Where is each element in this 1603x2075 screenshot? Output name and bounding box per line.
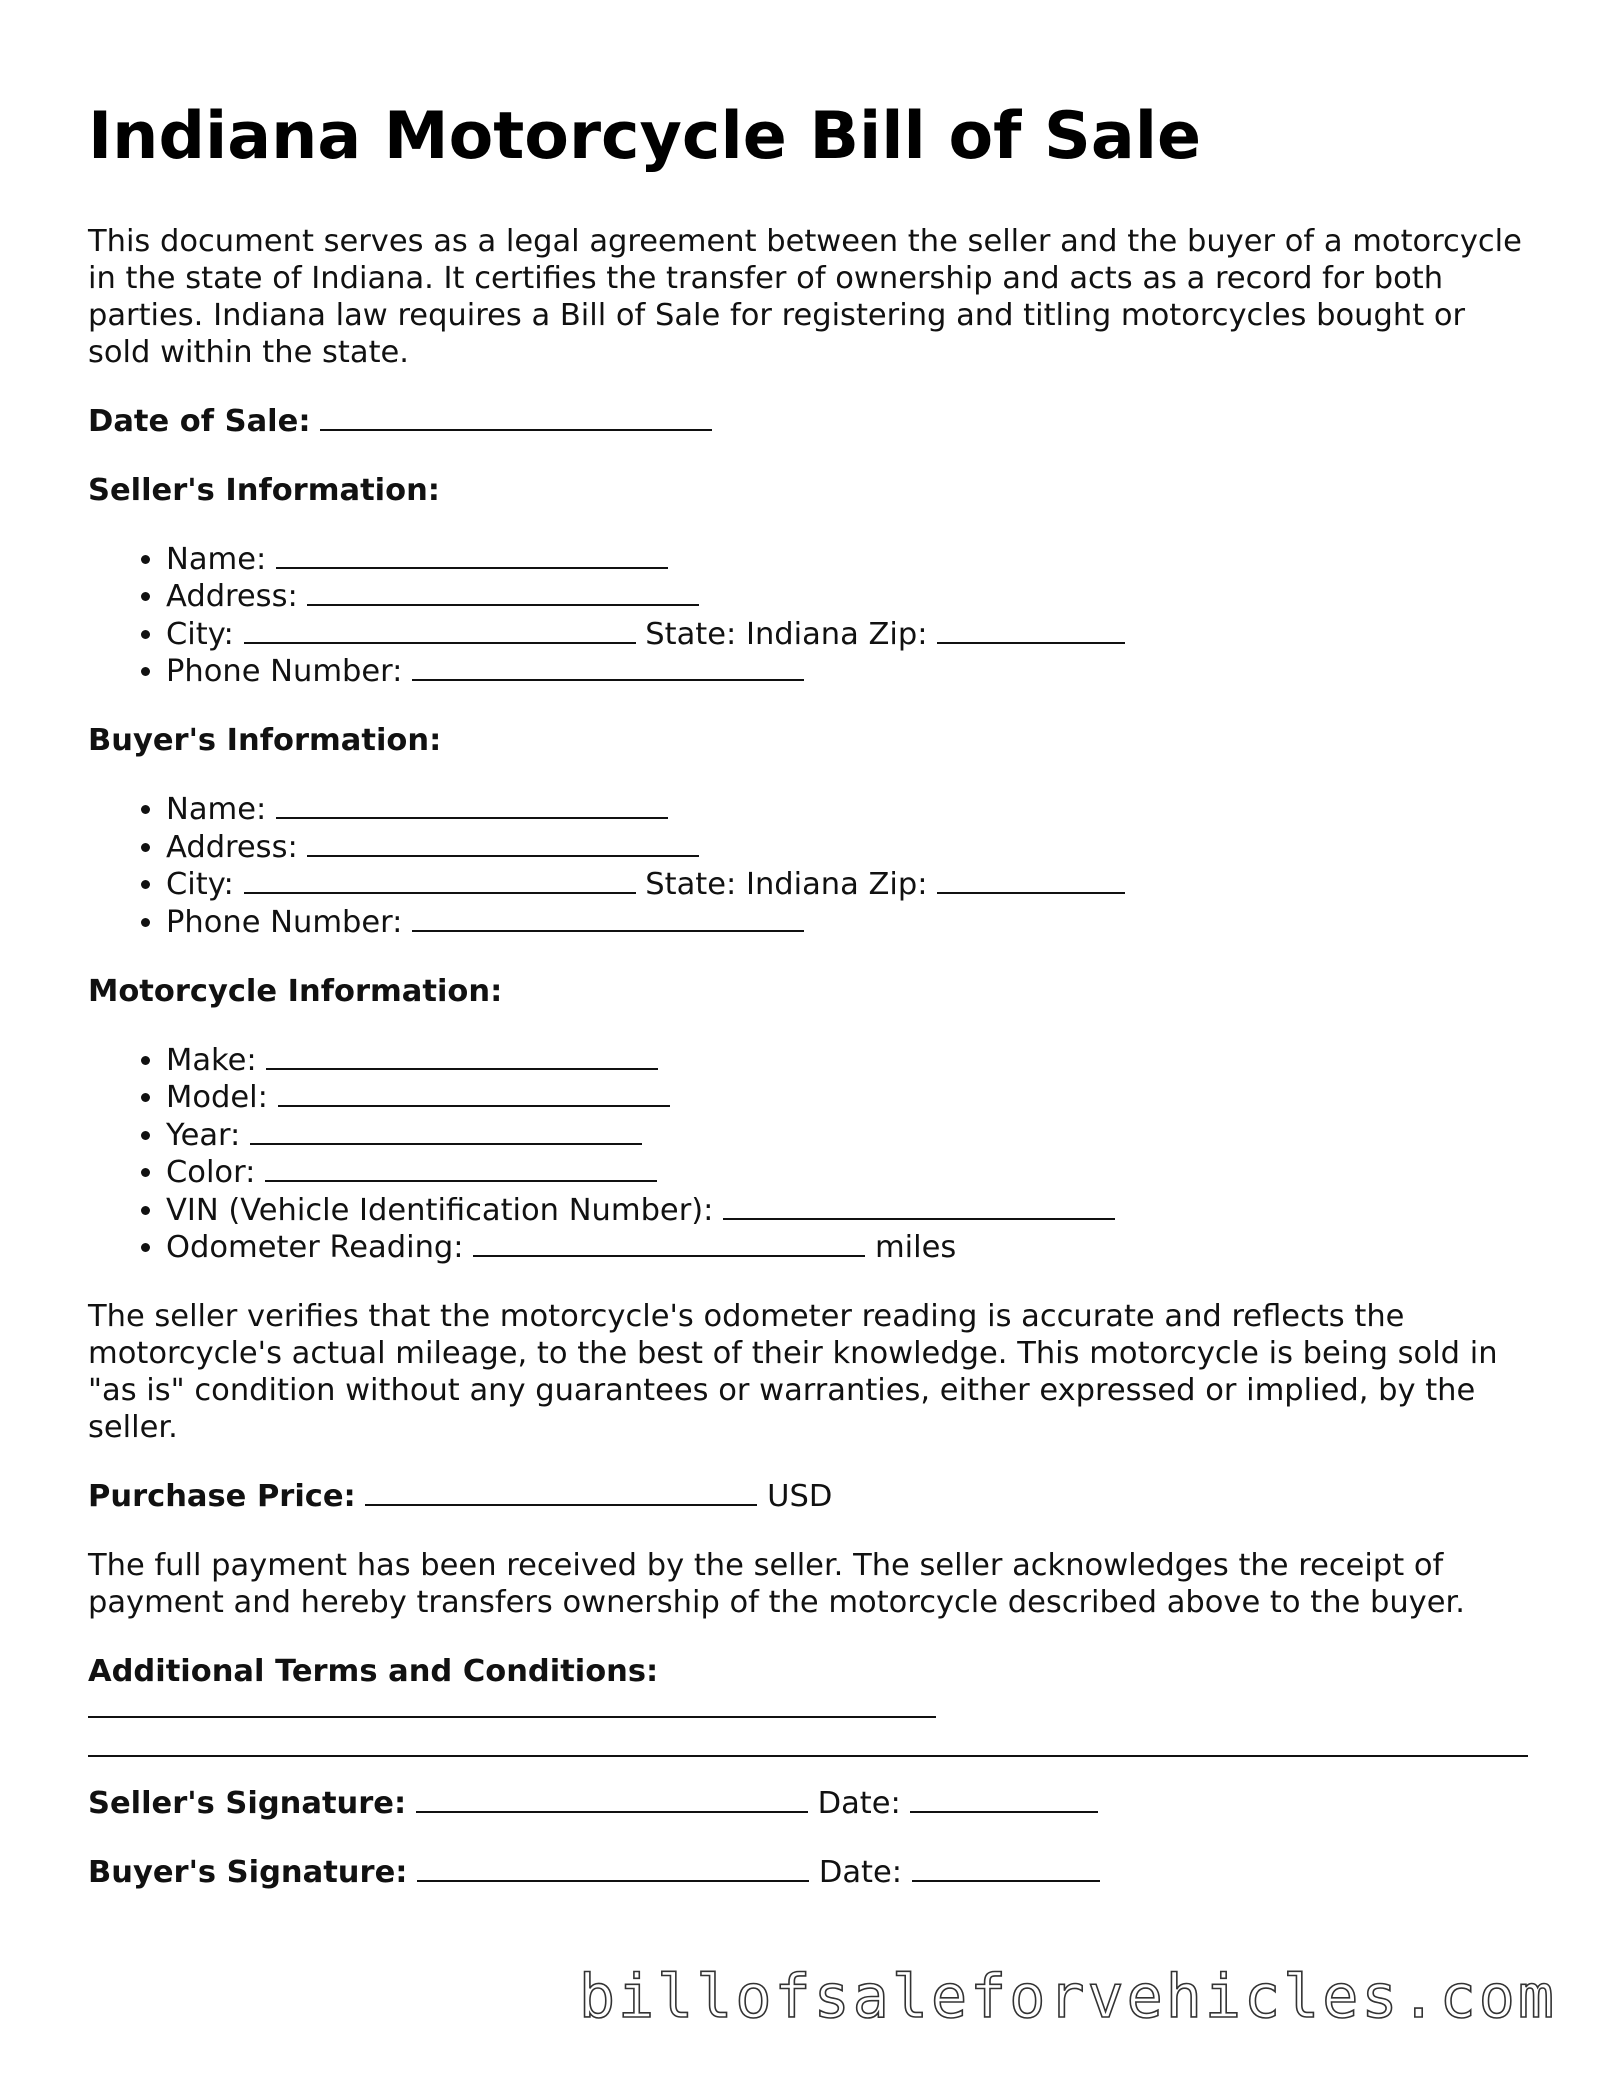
buyer-city-label: City: <box>166 867 234 903</box>
buyer-address-label: Address: <box>166 829 298 865</box>
list-item <box>166 866 1528 903</box>
list-item <box>166 904 1528 941</box>
list-item <box>166 1042 1528 1079</box>
purchase-price-unit: USD <box>767 1479 833 1515</box>
seller-state-zip-label: State: Indiana Zip: <box>645 616 928 652</box>
seller-date-label: Date: <box>817 1786 901 1822</box>
seller-name-label: Name: <box>166 541 267 577</box>
seller-phone-field[interactable] <box>412 653 804 681</box>
seller-heading: Seller's Information: <box>88 472 440 508</box>
seller-signature-field[interactable] <box>416 1785 808 1813</box>
list-item <box>166 578 1528 615</box>
seller-name-field[interactable] <box>276 541 668 569</box>
seller-signature-row <box>88 1785 1528 1822</box>
buyer-city-field[interactable] <box>244 866 636 894</box>
buyer-phone-field[interactable] <box>412 904 804 932</box>
seller-zip-field[interactable] <box>937 616 1125 644</box>
buyer-phone-label: Phone Number: <box>166 904 403 940</box>
year-label: Year: <box>166 1117 241 1153</box>
odometer-label: Odometer Reading: <box>166 1230 464 1266</box>
purchase-price-field[interactable] <box>365 1478 757 1506</box>
buyer-info-list <box>88 791 1528 941</box>
list-item <box>166 1192 1528 1229</box>
buyer-address-field[interactable] <box>307 829 699 857</box>
date-of-sale-row <box>88 403 1528 440</box>
buyer-date-label: Date: <box>818 1855 903 1891</box>
seller-info-list <box>88 541 1528 691</box>
buyer-name-label: Name: <box>166 792 267 828</box>
list-item <box>166 829 1528 866</box>
purchase-price-row <box>88 1478 1528 1515</box>
seller-address-field[interactable] <box>307 578 699 606</box>
terms-field-line-1[interactable] <box>88 1690 936 1718</box>
color-field[interactable] <box>265 1154 657 1182</box>
list-item <box>166 1154 1528 1191</box>
purchase-price-label: Purchase Price: <box>88 1479 356 1515</box>
make-field[interactable] <box>266 1042 658 1070</box>
buyer-name-field[interactable] <box>276 791 668 819</box>
list-item <box>166 541 1528 578</box>
odometer-statement: The seller verifies that the motorcycle's odometer reading is accurate and reflects the motorcycle's actual mileage, to the best of their knowledge. This motorcycle is being sold in "as is" condition without any guarantees or warranties, either expressed or implied, by the seller. <box>88 1299 1498 1446</box>
color-label: Color: <box>166 1155 256 1191</box>
vin-label: VIN (Vehicle Identification Number): <box>166 1192 714 1228</box>
list-item <box>166 791 1528 828</box>
buyer-heading: Buyer's Information: <box>88 723 442 759</box>
seller-city-field[interactable] <box>244 616 636 644</box>
watermark: billofsaleforvehicles.com <box>578 1962 1557 2032</box>
odometer-unit: miles <box>874 1230 957 1266</box>
list-item <box>166 1079 1528 1116</box>
year-field[interactable] <box>250 1117 642 1145</box>
list-item <box>166 653 1528 690</box>
list-item <box>166 616 1528 653</box>
seller-city-label: City: <box>166 616 234 652</box>
intro-paragraph: This document serves as a legal agreement between the seller and the buyer of a motorcycle in the state of Indiana. It certifies the transfer of ownership and acts as a record for both parties. Indiana law requires a Bill of Sale for registering and titling motorcycles bought or sold within the state. <box>88 223 1522 370</box>
seller-phone-label: Phone Number: <box>166 653 403 689</box>
buyer-signature-row <box>88 1854 1528 1891</box>
buyer-signature-field[interactable] <box>417 1854 809 1882</box>
motorcycle-info-list <box>88 1042 1528 1266</box>
model-label: Model: <box>166 1080 268 1116</box>
seller-signature-label: Seller's Signature: <box>88 1786 407 1822</box>
document-page <box>88 100 1528 1923</box>
date-of-sale-label: Date of Sale: <box>88 403 311 439</box>
make-label: Make: <box>166 1043 257 1078</box>
seller-date-field[interactable] <box>910 1785 1098 1813</box>
list-item <box>166 1117 1528 1154</box>
payment-statement: The full payment has been received by the seller. The seller acknowledges the receipt of payment and hereby transfers ownership of the motorcycle described above to the buyer. <box>88 1548 1465 1621</box>
page-title: Indiana Motorcycle Bill of Sale <box>88 99 1202 174</box>
terms-heading: Additional Terms and Conditions: <box>88 1654 659 1690</box>
buyer-zip-field[interactable] <box>937 866 1125 894</box>
buyer-date-field[interactable] <box>912 1854 1100 1882</box>
list-item <box>166 1229 1528 1266</box>
seller-address-label: Address: <box>166 579 298 615</box>
vin-field[interactable] <box>723 1192 1115 1220</box>
model-field[interactable] <box>278 1079 670 1107</box>
buyer-signature-label: Buyer's Signature: <box>88 1855 408 1891</box>
terms-lines <box>88 1690 1528 1757</box>
terms-field-line-2[interactable] <box>88 1729 1528 1757</box>
date-of-sale-field[interactable] <box>320 403 712 431</box>
motorcycle-heading: Motorcycle Information: <box>88 974 503 1009</box>
buyer-state-zip-label: State: Indiana Zip: <box>645 867 928 903</box>
odometer-field[interactable] <box>473 1229 865 1257</box>
